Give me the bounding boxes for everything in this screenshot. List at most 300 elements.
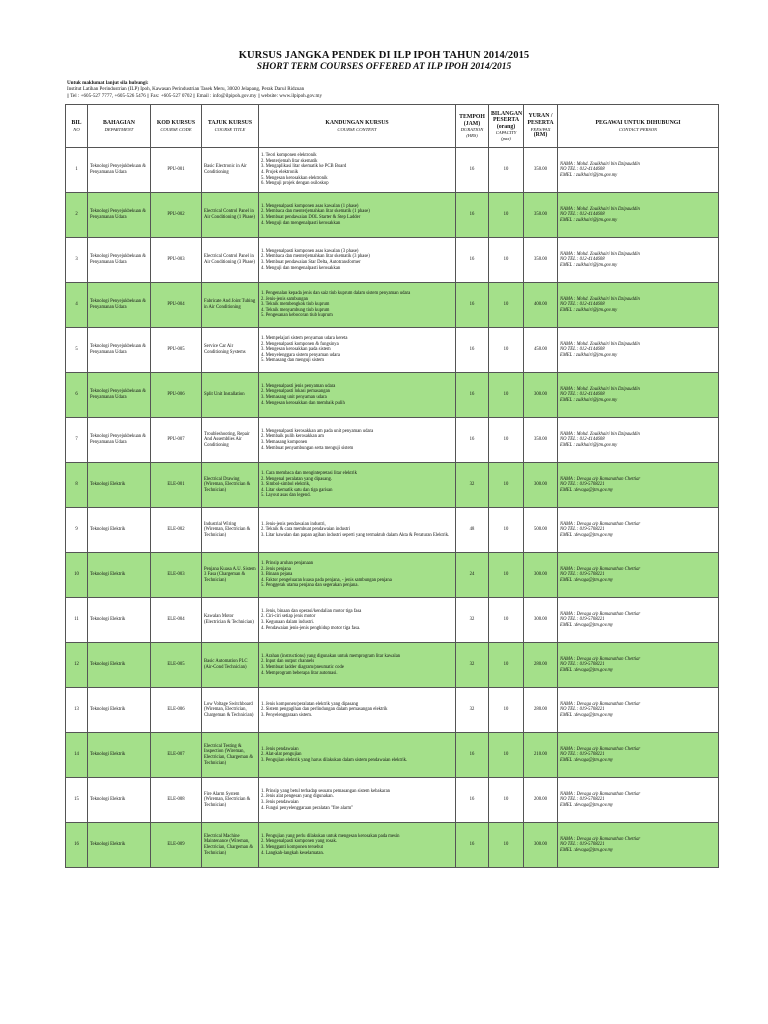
course-content-item: 3. Penyelenggaraan sistem. <box>261 712 313 718</box>
contact-lead: Untuk maklumat lanjut sila hubungi: <box>67 80 149 86</box>
course-content-list <box>261 702 453 719</box>
cell-capacity: 10 <box>489 688 524 733</box>
course-content-item: 4. Menguji dan mengenalpasti kerosakkan <box>261 265 341 271</box>
cell-duration: 48 <box>456 508 489 553</box>
cell-contact-person <box>558 283 719 328</box>
course-content-list <box>261 834 453 856</box>
course-content-item: 3. Memasang unit penyaman udara <box>261 395 327 400</box>
contact-line: NAMA : Mohd. Zoulkhairi bin Dzipauddin <box>560 161 640 167</box>
cell-fee: 450.00 <box>524 328 558 373</box>
cell-course-content <box>259 688 456 733</box>
course-content-item: 4. Menguji dan mengenalpasti kerosakkan <box>261 220 341 226</box>
page-title: KURSUS JANGKA PENDEK DI ILP IPOH TAHUN 2014/2015 <box>238 50 530 61</box>
contact-line: NAMA : Mohd. Zoulkhairi bin Dzipauddin <box>560 431 640 437</box>
cell-course-code: ELE-004 <box>151 598 202 643</box>
course-content-item: 3. Jenis pendawaian <box>261 800 299 805</box>
cell-duration: 16 <box>456 373 489 418</box>
header-kod-en: COURSE CODE <box>160 126 192 132</box>
course-content-item: 3. Binaan pejana <box>261 572 293 578</box>
cell-no: 7 <box>66 418 88 463</box>
cell-contact-person <box>558 508 719 553</box>
course-content-list <box>261 336 453 364</box>
cell-department: Teknologi Penyejukbekuan & Penyamanan Udara <box>88 238 151 283</box>
header-yuran <box>524 105 558 148</box>
table-row <box>66 418 719 463</box>
cell-department: Teknologi Penyejukbekuan & Penyamanan Udara <box>88 328 151 373</box>
contact-line: NAMA : Devaga a/p Ramanathan Chettiar <box>560 656 641 662</box>
cell-course-content <box>259 193 456 238</box>
table-row <box>66 688 719 733</box>
course-content-item: 3. Memasang komponen <box>261 440 308 445</box>
course-content-item: 4. Membuat penyambungan serta menguji sistem <box>261 445 354 451</box>
course-content-item: 4. Langkah-langkah keselamatan. <box>261 850 324 856</box>
cell-course-code: PPU-006 <box>151 373 202 418</box>
course-content-list <box>261 789 453 811</box>
cell-duration: 16 <box>456 733 489 778</box>
course-content-item: 3. Membuat ladder diagram/pneumatic code <box>261 665 344 670</box>
cell-department: Teknologi Penyejukbekuan & Penyamanan Udara <box>88 418 151 463</box>
course-content-item: 4. Memprogram beberapa litar automasi. <box>261 670 338 676</box>
cell-course-code: PPU-005 <box>151 328 202 373</box>
cell-duration: 16 <box>456 778 489 823</box>
course-content-list <box>261 204 453 226</box>
contact-line: EMEL :devaga@jtm.gov.my <box>560 802 613 808</box>
header-kod <box>151 105 202 148</box>
course-content-item: 1. Prinsip aruhan penjanaan <box>261 561 314 567</box>
cell-fee: 500.00 <box>524 508 558 553</box>
contact-line: NAMA : Mohd. Zoulkhairi bin Dzipauddin <box>560 296 640 302</box>
cell-fee: 350.00 <box>524 418 558 463</box>
contact-line: EMEL :devaga@jtm.gov.my <box>560 712 613 718</box>
course-content-item: 2. Menterjemah litar skematik <box>261 158 318 164</box>
cell-no: 10 <box>66 553 88 598</box>
course-content-item: 3. Litar kawalan dan papan agihan industri seperti yang termaktub dalam Akta & Peraturan Elektrik. <box>261 532 450 538</box>
contact-line: EMEL : zulkhairi@jtm.gov.my <box>560 442 618 448</box>
course-content-item: 5. Pengesanan kebocoran tiub kuprum <box>261 313 333 319</box>
cell-course-content <box>259 508 456 553</box>
contact-line: NAMA : Devaga a/p Ramanathan Chettiar <box>560 476 641 482</box>
cell-contact-person <box>558 553 719 598</box>
cell-capacity: 10 <box>489 643 524 688</box>
header-bilangan-label: BILANGAN PESERTA (orang) <box>491 110 523 130</box>
cell-fee: 280.00 <box>524 688 558 733</box>
course-content-item: 5. Memasang dan menguji sistem <box>261 358 324 364</box>
header-tempoh <box>456 105 489 148</box>
course-content-item: 1. Pengenalan kepada jenis dan saiz tiub kuprum dalam sistem penyaman udara <box>261 291 411 297</box>
course-content-item: 2. Alat-alat pengujian <box>261 752 302 758</box>
contact-line: NAMA : Devaga a/p Ramanathan Chettiar <box>560 521 641 527</box>
cell-duration: 32 <box>456 643 489 688</box>
cell-course-title: Industrial Wiring (Wireman, Electrician & Technician) <box>202 508 259 553</box>
course-content-list <box>261 561 453 589</box>
cell-contact-person <box>558 373 719 418</box>
course-content-list <box>261 153 453 187</box>
cell-fee: 300.00 <box>524 823 558 868</box>
cell-fee: 300.00 <box>524 463 558 508</box>
cell-fee: 210.00 <box>524 733 558 778</box>
course-content-item: 3. Pengujian elektrik yang harus dilakukan dalam sistem pendawaian elektrik. <box>261 757 408 763</box>
cell-capacity: 10 <box>489 148 524 193</box>
contact-line: EMEL :devaga@jtm.gov.my <box>560 847 613 853</box>
table-row <box>66 733 719 778</box>
cell-capacity: 10 <box>489 418 524 463</box>
cell-course-content <box>259 778 456 823</box>
cell-course-title: Fire Alarm System (Wireman, Electrician & Technician) <box>202 778 259 823</box>
cell-course-code: ELE-006 <box>151 688 202 733</box>
header-pegawai-en: CONTACT PERSON <box>618 126 658 132</box>
header-bilangan-en: CAPACITY (pax) <box>495 130 517 141</box>
cell-department: Teknologi Elektrik <box>88 598 151 643</box>
course-content-item: 4. Fungsi penyelenggaraan peralatan "fire alarm" <box>261 805 354 811</box>
contact-line: EMEL :devaga@jtm.gov.my <box>560 532 613 538</box>
header-yuran-unit: (RM) <box>533 132 548 138</box>
table-row <box>66 553 719 598</box>
table-row <box>66 238 719 283</box>
table-row <box>66 778 719 823</box>
course-content-item: 2. Jenis alat pengesan yang digunakan. <box>261 794 334 800</box>
course-content-item: 2. Mengenalpasti komponen yang rosak. <box>261 839 338 845</box>
contact-line: EMEL : zulkhairi@jtm.gov.my <box>560 397 618 403</box>
contact-line: EMEL :devaga@jtm.gov.my <box>560 577 613 583</box>
course-content-item: 2. Teknik & cara membuat pendawaian industri <box>261 527 351 533</box>
cell-contact-person <box>558 598 719 643</box>
cell-course-content <box>259 148 456 193</box>
cell-duration: 16 <box>456 823 489 868</box>
cell-capacity: 10 <box>489 778 524 823</box>
cell-contact-person <box>558 823 719 868</box>
cell-course-title: Low Voltage Switchboard (Wireman, Electrician, Chargeman & Technician) <box>202 688 259 733</box>
course-content-item: 1. Teori komponen elektronik <box>261 153 317 159</box>
cell-contact-person <box>558 733 719 778</box>
cell-contact-person <box>558 643 719 688</box>
cell-course-title: Fabricate And Joint Tubing in Air Conditioning <box>202 283 259 328</box>
cell-duration: 24 <box>456 553 489 598</box>
table-row <box>66 508 719 553</box>
cell-department: Teknologi Elektrik <box>88 778 151 823</box>
contact-line: NO TEL : 019-5708221 <box>560 707 605 713</box>
course-content-item: 4. Faktor pengeluaran kuasa pada penjana, - jenis sambungan penjana <box>261 577 392 583</box>
cell-course-content <box>259 418 456 463</box>
header-bahagian-en: DEPARTMENT <box>104 126 134 132</box>
course-content-item: 1. Mengenalpasti jenis penyaman udara <box>261 383 336 389</box>
cell-no: 16 <box>66 823 88 868</box>
course-content-item: 3. Teknik membengkok tiub kuprum <box>261 302 330 308</box>
cell-course-code: ELE-002 <box>151 508 202 553</box>
contact-line: NAMA : Mohd. Zoulkhairi bin Dzipauddin <box>560 251 640 257</box>
cell-fee: 300.00 <box>524 598 558 643</box>
cell-course-title: Electrical Machine Maintenance (Wireman, Electrician, Chargeman & Technician) <box>202 823 259 868</box>
contact-line: NO TEL : 012-4144608 <box>560 167 605 173</box>
cell-contact-person <box>558 328 719 373</box>
cell-capacity: 10 <box>489 508 524 553</box>
cell-duration: 32 <box>456 598 489 643</box>
course-content-item: 3. Simbol-simbol elektrik, <box>261 482 311 488</box>
cell-course-content <box>259 553 456 598</box>
table-row <box>66 148 719 193</box>
cell-course-content <box>259 733 456 778</box>
course-content-item: 2. Membaik pulih kerosakkan am <box>261 434 324 440</box>
cell-no: 9 <box>66 508 88 553</box>
cell-department: Teknologi Elektrik <box>88 688 151 733</box>
course-content-item: 1. Mengenalpasti kerosakkan am pada unit penyaman udara <box>261 428 374 434</box>
course-content-item: 2. Membaca dan menterjemahkan litar skematik (1 phase) <box>261 209 370 215</box>
table-row <box>66 823 719 868</box>
cell-course-title: Electrical Drawing (Wireman, Electrician & Technician) <box>202 463 259 508</box>
contact-line: NAMA : Mohd. Zoulkhairi bin Dzipauddin <box>560 341 640 347</box>
course-content-list <box>261 522 453 539</box>
contact-line: NO TEL : 012-4144608 <box>560 257 605 263</box>
contact-line: EMEL :devaga@jtm.gov.my <box>560 667 613 673</box>
course-content-list <box>261 384 453 406</box>
course-content-item: 2. Sistem pengagihan dan perlindungan dalam pemasangan elektrik <box>261 707 388 713</box>
contact-line: EMEL : zulkhairi@jtm.gov.my <box>560 352 618 358</box>
cell-course-title: Kawalan Motor (Electrician & Technician) <box>202 598 259 643</box>
cell-course-title: Electrical Control Panel in Air Conditioning (3 Phase) <box>202 238 259 283</box>
table-body <box>66 148 719 868</box>
table-row <box>66 283 719 328</box>
course-content-item: 4. Teknik menyambung tiub kuprum <box>261 307 330 313</box>
cell-course-code: ELE-009 <box>151 823 202 868</box>
contact-line: NO TEL : 012-4144608 <box>560 302 605 308</box>
course-content-list <box>261 249 453 271</box>
cell-course-title: Troubleshooting, Repair And Assemblies Air Conditioning <box>202 418 259 463</box>
cell-no: 6 <box>66 373 88 418</box>
course-content-item: 3. Mengesan kerosakkan pada sistem <box>261 347 331 353</box>
cell-course-code: ELE-005 <box>151 643 202 688</box>
cell-course-code: ELE-007 <box>151 733 202 778</box>
course-content-item: 3. Mengaplikasi litar skematik ke PCB Board <box>261 164 347 170</box>
page-subtitle: SHORT TERM COURSES OFFERED AT ILP IPOH 2014/2015 <box>256 62 512 72</box>
contact-line: NO TEL : 019-5708221 <box>560 752 605 758</box>
cell-capacity: 10 <box>489 733 524 778</box>
course-content-item: 4. Menyelenggara sistem penyaman udara <box>261 352 341 358</box>
cell-fee: 350.00 <box>524 193 558 238</box>
course-content-item: 1. Mempelajari sistem penyaman udara kereta <box>261 336 348 342</box>
cell-no: 12 <box>66 643 88 688</box>
header-tempoh-label: TEMPOH (JAM) <box>459 114 485 127</box>
course-content-list <box>261 654 453 676</box>
cell-capacity: 10 <box>489 193 524 238</box>
cell-duration: 32 <box>456 688 489 733</box>
course-content-item: 1. Arahan (instructions) yang digunakan untuk memprogram litar kawalan <box>261 653 401 659</box>
cell-course-title: Electrical Testing & Inspection (Wireman, Electrician, Chargeman & Technician) <box>202 733 259 778</box>
contact-line: EMEL :devaga@jtm.gov.my <box>560 487 613 493</box>
cell-duration: 16 <box>456 193 489 238</box>
cell-no: 11 <box>66 598 88 643</box>
table-row <box>66 643 719 688</box>
cell-course-content <box>259 823 456 868</box>
cell-department: Teknologi Penyejukbekuan & Penyamanan Udara <box>88 193 151 238</box>
cell-no: 15 <box>66 778 88 823</box>
cell-duration: 16 <box>456 283 489 328</box>
header-bil <box>66 105 88 148</box>
cell-course-content <box>259 643 456 688</box>
cell-course-content <box>259 328 456 373</box>
table-row <box>66 463 719 508</box>
cell-no: 14 <box>66 733 88 778</box>
cell-course-content <box>259 283 456 328</box>
table-header <box>66 105 719 148</box>
cell-capacity: 10 <box>489 283 524 328</box>
cell-course-code: ELE-003 <box>151 553 202 598</box>
contact-line: NAMA : Mohd. Zoulkhairi bin Dzipauddin <box>560 386 640 392</box>
table-row <box>66 598 719 643</box>
header-kandungan-en: COURSE CONTENT <box>337 126 377 132</box>
cell-duration: 16 <box>456 238 489 283</box>
header-bil-label: BIL <box>71 120 82 126</box>
cell-course-title: Basic Electronic in Air Conditioning <box>202 148 259 193</box>
header-bil-en: NO <box>73 126 80 132</box>
cell-course-code: ELE-008 <box>151 778 202 823</box>
cell-department: Teknologi Penyejukbekuan & Penyamanan Udara <box>88 283 151 328</box>
contact-line: NO TEL : 012-4144608 <box>560 212 605 218</box>
cell-course-title: Electrical Control Panel in Air Conditioning (1 Phase) <box>202 193 259 238</box>
course-content-item: 2. Ciri-ciri setiap jenis motor <box>261 614 316 620</box>
course-content-item: 2. Mengenal peralatan yang dipasang. <box>261 476 333 482</box>
header-yuran-en: FEES/PAX <box>530 126 551 132</box>
cell-capacity: 10 <box>489 373 524 418</box>
contact-line: NAMA : Devaga a/p Ramanathan Chettiar <box>560 611 641 617</box>
course-content-item: 4. Litar skematik satu dan tiga garisan <box>261 487 333 493</box>
cell-department: Teknologi Elektrik <box>88 823 151 868</box>
contact-line: NO TEL : 019-5708221 <box>560 527 605 533</box>
header-kandungan <box>259 105 456 148</box>
course-content-item: 4. Mengesan kerosakkan dan membaik pulih <box>261 400 345 406</box>
header-kandungan-label: KANDUNGAN KURSUS <box>325 120 389 126</box>
contact-line: EMEL : zulkhairi@jtm.gov.my <box>560 262 618 268</box>
contact-line: EMEL : zulkhairi@jtm.gov.my <box>560 217 618 223</box>
cell-fee: 300.00 <box>524 553 558 598</box>
course-content-item: 1. Jenis-jenis pendawaian industri, <box>261 521 326 527</box>
cell-duration: 16 <box>456 328 489 373</box>
cell-no: 2 <box>66 193 88 238</box>
course-content-item: 2. Mengenalpasti komponen & fungsinya <box>261 341 339 347</box>
cell-duration: 16 <box>456 418 489 463</box>
header-tajuk <box>202 105 259 148</box>
cell-capacity: 10 <box>489 553 524 598</box>
cell-department: Teknologi Elektrik <box>88 643 151 688</box>
contact-line: NO TEL : 019-5708221 <box>560 797 605 803</box>
contact-line: EMEL :devaga@jtm.gov.my <box>560 622 613 628</box>
course-content-item: 2. Jenis-jenis sambungan <box>261 296 308 302</box>
course-content-item: 4. Projek elektronik <box>261 170 299 175</box>
cell-department: Teknologi Elektrik <box>88 733 151 778</box>
contact-line: EMEL : zulkhairi@jtm.gov.my <box>560 307 618 313</box>
course-content-item: 1. Mengenalpasti komponen asas kawalan (1 phase) <box>261 203 359 209</box>
cell-no: 5 <box>66 328 88 373</box>
cell-no: 3 <box>66 238 88 283</box>
contact-phones: || Tel : +605-527 7777, +605-526 5476 || Fax: +605-527 0702 || Email : info@ilpipoh.gov.my || website: www.ilpipoh.gov.my <box>67 92 323 99</box>
cell-course-title: Penjana Kuasa A.U. Sistem 3 Fasa (Chargeman & Technician) <box>202 553 259 598</box>
course-content-item: 3. Mengganti komponen tersebut <box>261 845 323 850</box>
course-content-item: 3. Kegunaan dalam industri. <box>261 620 314 625</box>
cell-contact-person <box>558 238 719 283</box>
cell-course-code: PPU-004 <box>151 283 202 328</box>
header-tempoh-en: DURATION (HRS) <box>460 127 484 138</box>
cell-contact-person <box>558 688 719 733</box>
table-row <box>66 373 719 418</box>
course-content-item: 1. Jenis pendawaian <box>261 746 299 752</box>
course-content-item: 5. Mengesan kerosakkan elektronik <box>261 175 328 181</box>
header-bahagian-label: BAHAGIAN <box>103 120 135 126</box>
course-content-item: 1. Jenis, binaan dan operasi/kendalian motor tiga fasa <box>261 608 362 614</box>
contact-info <box>67 80 717 99</box>
cell-course-content <box>259 463 456 508</box>
cell-department: Teknologi Elektrik <box>88 508 151 553</box>
contact-line: NO TEL : 019-5708221 <box>560 617 605 623</box>
course-content-item: 1. Prinsip yang betul terhadap sesuatu pemasangan sistem kebakaran <box>261 788 391 794</box>
contact-line: NAMA : Mohd. Zoulkhairi bin Dzipauddin <box>560 206 640 212</box>
course-content-item: 5. Layout asas dan legend. <box>261 493 311 499</box>
contact-line: NO TEL : 019-5708221 <box>560 842 605 848</box>
cell-contact-person <box>558 148 719 193</box>
cell-duration: 32 <box>456 463 489 508</box>
contact-line: NAMA : Devaga a/p Ramanathan Chettiar <box>560 566 641 572</box>
header-pegawai-label: PEGAWAI UNTUK DIHUBUNGI <box>595 120 681 126</box>
contact-line: NO TEL : 012-4144608 <box>560 437 605 443</box>
contact-line: NAMA : Devaga a/p Ramanathan Chettiar <box>560 836 641 842</box>
course-content-item: 2. Membaca dan menterjemahkan litar skematik (3 phase) <box>261 254 370 260</box>
contact-line: NAMA : Devaga a/p Ramanathan Chettiar <box>560 791 641 797</box>
header-yuran-label: YURAN / PESERTA <box>527 113 554 126</box>
cell-course-code: PPU-002 <box>151 193 202 238</box>
course-content-item: 1. Cara membaca dan mengintepretasi litar elektrik <box>261 471 357 477</box>
cell-course-content <box>259 598 456 643</box>
cell-course-code: PPU-003 <box>151 238 202 283</box>
cell-contact-person <box>558 463 719 508</box>
cell-course-content <box>259 373 456 418</box>
course-content-item: 1. Pengujian yang perlu dilakukan untuk mengesan kerosakan pada mesin <box>261 833 400 839</box>
contact-line: NO TEL : 019-5708221 <box>560 572 605 578</box>
course-content-list <box>261 429 453 451</box>
cell-fee: 350.00 <box>524 238 558 283</box>
course-content-item: 1. Jenis komponen/peralatan elektrik yang dipasang <box>261 701 359 707</box>
header-bahagian <box>88 105 151 148</box>
cell-no: 4 <box>66 283 88 328</box>
course-content-item: 3. Membuat pendawaian DOL Starter & Step Ladder <box>261 215 361 220</box>
course-content-item: 5. Penggerak utama penjana dan segerakan penjana. <box>261 583 359 589</box>
cell-course-title: Service Car Air Conditioning Systems <box>202 328 259 373</box>
cell-contact-person <box>558 778 719 823</box>
cell-no: 8 <box>66 463 88 508</box>
course-content-list <box>261 471 453 499</box>
cell-contact-person <box>558 193 719 238</box>
cell-course-code: ELE-001 <box>151 463 202 508</box>
cell-capacity: 10 <box>489 598 524 643</box>
cell-capacity: 10 <box>489 823 524 868</box>
course-content-item: 6. Menguji projek dengan osiloskop <box>261 181 329 187</box>
cell-fee: 400.00 <box>524 283 558 328</box>
contact-line: NO TEL : 012-4144608 <box>560 392 605 398</box>
cell-fee: 300.00 <box>524 373 558 418</box>
header-tajuk-label: TAJUK KURSUS <box>207 120 253 126</box>
header-kod-label: KOD KURSUS <box>156 120 196 126</box>
header-pegawai <box>558 105 719 148</box>
contact-line: NO TEL : 012-4144608 <box>560 347 605 353</box>
course-content-item: 2. Jenis penjana <box>261 566 291 572</box>
cell-course-title: Split Unit Installation <box>202 373 259 418</box>
cell-fee: 350.00 <box>524 148 558 193</box>
course-content-item: 3. Membuat pendawaian Star Delta, Autotransformer <box>261 260 361 265</box>
course-content-list <box>261 609 453 631</box>
contact-line: NO TEL : 019-5708221 <box>560 662 605 668</box>
course-content-item: 2. Mengenalpasti lokasi pemasangan <box>261 389 330 395</box>
cell-contact-person <box>558 418 719 463</box>
course-content-list <box>261 747 453 764</box>
contact-line: EMEL : zulkhairi@jtm.gov.my <box>560 172 618 178</box>
table-row <box>66 193 719 238</box>
cell-course-title: Basic Automation PLC (Air-Cond Technician) <box>202 643 259 688</box>
